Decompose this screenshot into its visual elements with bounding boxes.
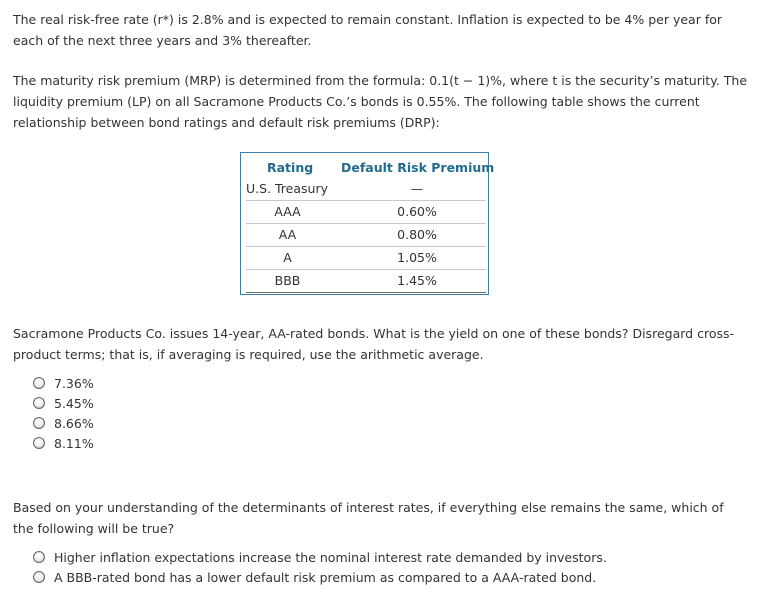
- question2-option-2[interactable]: [33, 567, 596, 587]
- radio-button[interactable]: [33, 551, 45, 563]
- table-cell-rating: AA: [278, 227, 297, 242]
- table-cell-drp: —: [410, 181, 424, 196]
- table-cell-drp: 0.80%: [397, 227, 437, 242]
- drp-table: [240, 152, 495, 295]
- question1-option-1[interactable]: [33, 373, 94, 393]
- table-cell-drp: 1.05%: [397, 250, 437, 265]
- question1-text: Sacramone Products Co. issues 14-year, AA-rated bonds. What is the yield on one of these bonds? Disregard cross-product terms; that is, if averaging is required, use the arithmetic average.: [13, 326, 734, 362]
- option-label: A BBB-rated bond has a lower default risk premium as compared to a AAA-rated bond.: [54, 569, 597, 585]
- table-row: [246, 247, 486, 270]
- table-cell-drp: 1.45%: [397, 273, 437, 288]
- radio-button[interactable]: [33, 437, 45, 449]
- radio-button[interactable]: [33, 417, 45, 429]
- table-cell-drp: 0.60%: [397, 204, 437, 219]
- radio-button[interactable]: [33, 571, 45, 583]
- table-cell-rating: U.S. Treasury: [246, 181, 328, 196]
- table-row: [246, 270, 486, 293]
- option-label: 7.36%: [54, 375, 94, 391]
- table-row: [246, 201, 486, 224]
- table-row: [246, 178, 486, 201]
- option-label: 5.45%: [54, 395, 94, 411]
- option-label: 8.11%: [54, 435, 94, 451]
- option-label: 8.66%: [54, 415, 94, 431]
- table-header-drp: Default Risk Premium: [341, 160, 495, 175]
- table-cell-rating: BBB: [274, 273, 301, 288]
- table-cell-rating: AAA: [274, 204, 301, 219]
- paragraph-risk-free-rate: The real risk-free rate (r*) is 2.8% and is expected to remain constant. Inflation is expected to be 4% per year for each of the next three years and 3% thereafter.: [13, 12, 723, 48]
- question2-option-1[interactable]: [33, 547, 607, 567]
- question1-option-4[interactable]: [33, 433, 94, 453]
- paragraph-maturity-risk-premium: The maturity risk premium (MRP) is determined from the formula: 0.1(t − 1)%, where t is the security’s maturity. The liquidity premium (LP) on all Sacramone Products Co.’s bonds is 0.55%. The following table shows the current relationship between bond ratings and default risk premiums (DRP):: [13, 73, 748, 130]
- question1-option-2[interactable]: [33, 393, 94, 413]
- table-cell-rating: A: [283, 250, 292, 265]
- radio-button[interactable]: [33, 397, 45, 409]
- radio-button[interactable]: [33, 377, 45, 389]
- question2-text: Based on your understanding of the determinants of interest rates, if everything else remains the same, which of the following will be true?: [13, 500, 724, 536]
- table-header-rating: Rating: [267, 160, 314, 175]
- question1-option-3[interactable]: [33, 413, 94, 433]
- table-row: [246, 224, 486, 247]
- option-label: Higher inflation expectations increase the nominal interest rate demanded by investors.: [54, 549, 607, 565]
